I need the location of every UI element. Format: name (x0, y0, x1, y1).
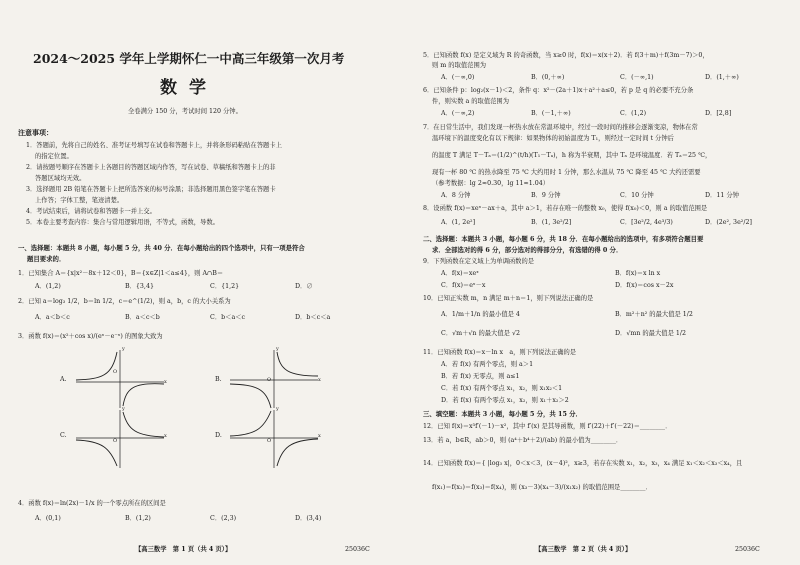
question-9: 9．下列函数在定义域上为单调函数的是 (423, 258, 535, 265)
question-5-cont: 则 m 的取值范围为 (432, 62, 487, 69)
q10-option-d: D．√mn 的最大值是 1/2 (615, 330, 687, 337)
question-14: 14．已知函数 f(x)＝{ |log₃ x|，0＜x＜3，(x－4)²，x≥3，若存在实数 x₁，x₂，x₃，x₄ 满足 x₁＜x₂＜x₃＜x₄，且 (423, 460, 743, 467)
note-line: 1．答题前，先将自己的姓名、准考证号填写在试卷和答题卡上，并将条形码粘贴在答题卡上 (26, 142, 282, 149)
question-4: 4．函数 f(x)＝ln(2x)－1/x 的一个零点所在的区间是 (18, 500, 166, 507)
q9-option-c: C．f(x)＝eˣ－x (441, 282, 486, 289)
exam-title: 2024～2025 学年上学期怀仁一中高三年级第一次月考 (33, 51, 345, 66)
question-7-cont: 现有一杯 80 ℃ 的热水降至 75 ℃ 大约用时 1 分钟，那么水温从 75 ℃ 降至 45 ℃ 大约还需要 (432, 169, 701, 176)
subject-title: 数学 (160, 78, 218, 98)
q3-option-b-label: B. (215, 376, 222, 383)
question-7-cont: 的温度 T 满足 T－Tₐ＝(1/2)^(t/h)(T₁－Tₐ)，h 称为半衰期，其中 Tₐ 是环境温度．若 Tₐ＝25 ℃， (432, 152, 712, 159)
q8-option-b: B．(1, 3e²/2] (531, 219, 572, 226)
section-2-heading: 二、选择题：本题共 3 小题，每小题 6 分，共 18 分．在每小题给出的选项中，有多项符合题目要 (423, 235, 704, 243)
q11-option-a: A．若 f(x) 有两个零点，则 a＞1 (441, 361, 534, 368)
q9-option-b: B．f(x)＝x ln x (615, 270, 661, 277)
q3-option-c-label: C. (60, 432, 67, 439)
q2-option-d: D．b＜c＜a (295, 314, 331, 321)
section-2-heading-cont: 求．全部选对的得 6 分，部分选对的得部分分，有选错的得 0 分． (432, 246, 623, 254)
q3-graph-d (226, 408, 322, 470)
q6-option-a: A．(－∞,2) (441, 110, 475, 117)
note-line: 4．考试结束后，请将试卷和答题卡一并上交。 (26, 208, 156, 215)
page-1-code: 25036C (345, 546, 370, 553)
question-11: 11．已知函数 f(x)＝x－ln x a，则下列说法正确的是 (423, 349, 577, 356)
q11-option-b: B．若 f(x) 无零点，则 a≤1 (441, 373, 520, 380)
q8-option-a: A．(1, 2e²] (441, 219, 476, 226)
question-14-cont: f(x₁)＝f(x₂)＝f(x₃)＝f(x₄)，则 (x₃－3)(x₄－3)/(x₁x₂) 的取值范围是________． (432, 484, 652, 491)
question-3: 3．函数 f(x)＝(x²＋cos x)/(eˣ－e⁻ˣ) 的图象大致为 (18, 333, 163, 340)
q4-option-a: A．(0,1) (35, 515, 61, 522)
graph-b-y-axis-label: y (276, 346, 279, 352)
question-5: 5．已知函数 f(x) 是定义域为 R 的奇函数，当 x≥0 时，f(x)＝x(x＋2)．若 f(3＋m)＋f(3m－7)＞0， (423, 52, 709, 59)
note-line: 2．请按题号顺序在答题卡上各题目的答题区域内作答，写在试卷、草稿纸和答题卡上的非 (26, 164, 276, 171)
question-10: 10．已知正实数 m，n 满足 m＋n＝1，则下列说法正确的是 (423, 295, 594, 302)
q8-option-d: D．(2e², 3e²/2] (705, 219, 752, 226)
q9-option-d: D．f(x)＝cos x－2x (615, 282, 674, 289)
q3-graph-a (72, 348, 168, 410)
q3-option-d-label: D. (215, 432, 222, 439)
q4-option-c: C．(2,3) (210, 515, 237, 522)
question-7-cont: （参考数据：lg 2≈0.30，lg 11≈1.04） (432, 180, 550, 187)
q8-option-c: C．[3e²/2, 4e³/3) (620, 219, 673, 226)
notes-heading: 注意事项： (18, 128, 53, 137)
question-7-cont: 温环境下的温度变化有以下规律：如果物体的初始温度为 T₁，则经过一定时间 t 分钟后 (432, 135, 674, 142)
question-12: 12．已知 f(x)＝x³f′(－1)－x²，其中 f′(x) 是其导函数，则 f′(22)＋f′(－22)＝________． (423, 423, 672, 430)
q1-option-b: B．{3,4} (125, 283, 154, 290)
question-7: 7．在日常生活中，我们发现一杯热水放在常温环境中，经过一段时间的推移会逐渐变凉，物体在常 (423, 124, 698, 131)
q5-option-d: D．(1,＋∞) (705, 74, 739, 81)
note-line: 的指定位置。 (35, 153, 73, 160)
q10-option-a: A．1/m＋1/n 的最小值是 4 (441, 311, 520, 318)
q5-option-c: C．(－∞,1) (620, 74, 654, 81)
q7-option-c: C．10 分钟 (620, 192, 654, 199)
graph-c-x-axis-label: x (164, 433, 167, 439)
q3-graph-c (72, 408, 168, 470)
page-2-footer: 【高三数学 第 2 页（共 4 页）】 (535, 546, 632, 553)
graph-b-origin: O (267, 377, 272, 383)
question-8: 8．设函数 f(x)＝xeˣ－ax＋a，其中 a＞1，若存在唯一的整数 x₀，使得 f(x₀)＜0，则 a 的取值范围是 (423, 205, 708, 212)
exam-info: 全卷满分 150 分，考试时间 120 分钟。 (128, 108, 242, 115)
graph-d-x-axis-label: x (318, 433, 321, 439)
q4-option-d: D．(3,4) (295, 515, 322, 522)
note-line: 5．本卷主要考查内容：集合与常用逻辑用语，不等式，函数，导数。 (26, 219, 219, 226)
q2-option-a: A．a＜b＜c (35, 314, 70, 321)
graph-a-origin: O (113, 369, 118, 375)
q10-option-c: C．√m＋√n 的最大值是 √2 (441, 330, 520, 337)
note-line: 3．选择题用 2B 铅笔在答题卡上把所选答案的标号涂黑；非选择题用黑色签字笔在答题卡 (26, 186, 276, 193)
page-1 (0, 0, 395, 565)
page-1-footer: 【高三数学 第 1 页（共 4 页）】 (135, 546, 232, 553)
q1-option-a: A．(1,2) (35, 283, 61, 290)
note-line: 上作答；字体工整，笔迹清楚。 (35, 197, 124, 204)
question-13: 13．若 a，b∈R，ab＞0，则 (a⁴＋b⁴＋2)/(ab) 的最小值为________． (423, 437, 623, 444)
q5-option-b: B．(0,＋∞) (531, 74, 565, 81)
q5-option-a: A．(－∞,0) (441, 74, 475, 81)
graph-c-origin: O (113, 438, 118, 444)
q7-option-a: A．8 分钟 (441, 192, 471, 199)
q7-option-d: D．11 分钟 (705, 192, 739, 199)
graph-d-y-axis-label: y (276, 406, 279, 412)
section-1-heading-cont: 题目要求的． (27, 255, 66, 263)
question-2: 2．已知 a＝log₃ 1/2，b＝ln 1/2，c＝e^(1/2)，则 a，b，c 的大小关系为 (18, 298, 231, 305)
q7-option-b: B．9 分钟 (531, 192, 561, 199)
q11-option-c: C．若 f(x) 有两个零点 x₁，x₂，则 x₁x₂＜1 (441, 385, 563, 392)
q6-option-c: C．(1,2) (620, 110, 647, 117)
q3-option-a-label: A. (60, 376, 67, 383)
section-1-heading: 一、选择题：本题共 8 小题，每小题 5 分，共 40 分．在每小题给出的四个选项中，只有一项是符合 (18, 244, 305, 252)
note-line: 答题区域均无效。 (35, 175, 86, 182)
graph-c-y-axis-label: y (122, 406, 125, 412)
graph-a-y-axis-label: y (122, 346, 125, 352)
q10-option-b: B．m²＋n² 的最大值是 1/2 (615, 311, 693, 318)
q11-option-d: D．若 f(x) 有两个零点 x₁，x₂，则 x₁＋x₂＞2 (441, 397, 569, 404)
q9-option-a: A．f(x)＝xeˣ (441, 270, 479, 277)
graph-b-x-axis-label: x (318, 377, 321, 383)
graph-a-x-axis-label: x (164, 379, 167, 385)
page-2 (405, 0, 800, 565)
q6-option-b: B．(－1,＋∞) (531, 110, 571, 117)
q4-option-b: B．(1,2) (125, 515, 151, 522)
page-2-code: 25036C (735, 546, 760, 553)
question-6-cont: 件，则实数 a 的取值范围为 (432, 98, 510, 105)
question-1: 1．已知集合 A＝{x|x²－8x＋12＜0}，B＝{x∈Z|1＜a≤4}，则 A∩B＝ (18, 270, 224, 277)
q6-option-d: D．[2,8] (705, 110, 732, 117)
graph-d-origin: O (267, 438, 272, 444)
question-6: 6．已知条件 p：log₂(x－1)＜2，条件 q：x²－(2a＋1)x＋a²＋a≤0，若 p 是 q 的必要不充分条 (423, 87, 694, 94)
q2-option-c: C．b＜a＜c (210, 314, 246, 321)
section-3-heading: 三、填空题：本题共 3 小题，每小题 5 分，共 15 分． (423, 410, 582, 418)
q2-option-b: B．a＜c＜b (125, 314, 160, 321)
q3-graph-b (226, 348, 322, 410)
q1-option-d: D．∅ (295, 283, 313, 290)
q1-option-c: C．{1,2} (210, 283, 240, 290)
